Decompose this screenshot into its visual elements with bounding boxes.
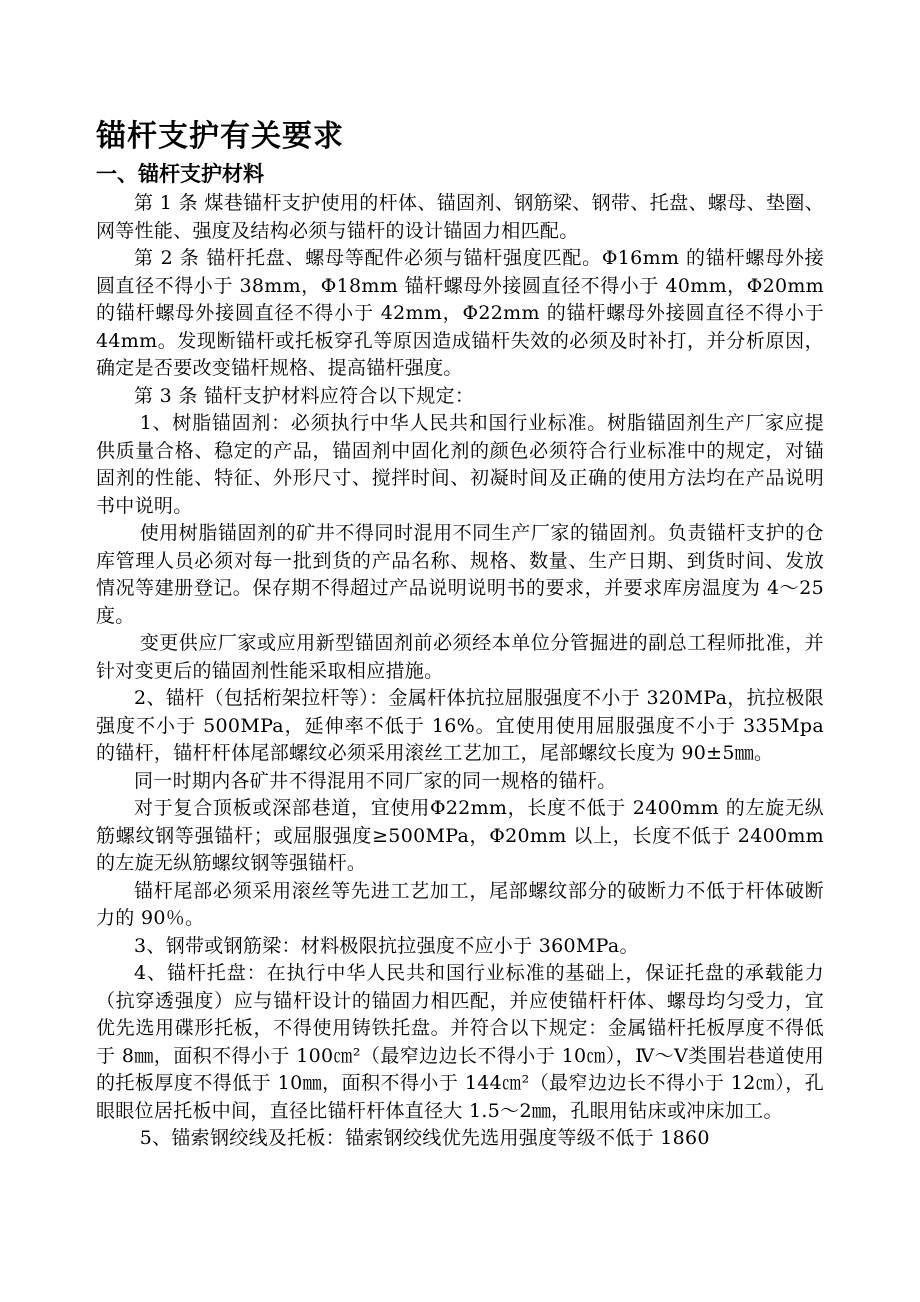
composite-roof-paragraph: 对于复合顶板或深部巷道，宜使用Φ22mm，长度不低于 2400mm 的左旋无纵筋螺纹钢等强锚杆；或屈服强度≥500MPa，Φ20mm 以上，长度不低于 2400mm 的左旋无纵筋螺纹钢等强锚杆。 <box>96 797 824 874</box>
bolt-requirements-paragraph: 2、锚杆（包括桁架拉杆等）：金属杆体抗拉屈服强度不小于 320MPa，抗拉极限强度不小于 500MPa，延伸率不低于 16%。宜使用使用屈服强度不小于 335Mpa 的锚杆，锚杆杆体尾部螺纹必须采用滚丝工艺加工，尾部螺纹长度为 90±5㎜。 <box>96 687 824 764</box>
article-3-paragraph: 第 3 条 锚杆支护材料应符合以下规定： <box>134 384 475 407</box>
bolt-tray-paragraph: 4、锚杆托盘：在执行中华人民共和国行业标准的基础上，保证托盘的承载能力（抗穿透强度）应与锚杆设计的锚固力相匹配，并应使锚杆杆体、螺母均匀受力，宜优先选用碟形托板，不得使用铸铁托盘。并符合以下规定：金属锚杆托板厚度不得低于 8㎜，面积不得小于 100㎝²（最窄边边长不得小于 10㎝），Ⅳ～Ⅴ类围岩巷道使用的托板厚度不得低于 10㎜，面积不得小于 144㎝²（最窄边边长不得小于 12㎝），孔眼眼位居托板中间，直径比锚杆杆体直径大 1.5～2㎜，孔眼用钻床或冲床加工。 <box>96 962 824 1122</box>
resin-storage-paragraph: 使用树脂锚固剂的矿井不得同时混用不同生产厂家的锚固剂。负责锚杆支护的仓库管理人员必须对每一批到货的产品名称、规格、数量、生产日期、到货时间、发放情况等建册登记。保存期不得超过产品说明说明书的要求，并要求库房温度为 4～25 度。 <box>96 522 824 627</box>
cable-strand-paragraph: 5、锚索钢绞线及托板：锚索钢绞线优先选用强度等级不低于 1860 <box>139 1127 710 1149</box>
document-title: 锚杆支护有关要求 <box>96 119 344 154</box>
steel-strip-paragraph: 3、钢带或钢筋梁：材料极限抗拉强度不应小于 360MPa。 <box>134 934 639 957</box>
supplier-change-paragraph: 变更供应厂家或应用新型锚固剂前必须经本单位分管掘进的副总工程师批准，并针对变更后的锚固剂性能采取相应措施。 <box>96 632 824 682</box>
resin-anchor-paragraph: 1、树脂锚固剂：必须执行中华人民共和国行业标准。树脂锚固剂生产厂家应提供质量合格、稳定的产品，锚固剂中固化剂的颜色必须符合行业标准中的规定，对锚固剂的性能、特征、外形尺寸、搅拌时间、初凝时间及正确的使用方法均在产品说明书中说明。 <box>96 412 824 517</box>
article-1-paragraph: 第 1 条 煤巷锚杆支护使用的杆体、锚固剂、钢筋梁、钢带、托盘、螺母、垫圈、网等性能、强度及结构必须与锚杆的设计锚固力相匹配。 <box>96 192 824 242</box>
article-2-paragraph: 第 2 条 锚杆托盘、螺母等配件必须与锚杆强度匹配。Φ16mm 的锚杆螺母外接圆直径不得小于 38mm，Φ18mm 锚杆螺母外接圆直径不得小于 40mm，Φ20mm 的锚杆螺母外接圆直径不得小于 42mm，Φ22mm 的锚杆螺母外接圆直径不得小于 44mm。发现断锚杆或托板穿孔等原因造成锚杆失效的必须及时补打，并分析原因，确定是否要改变锚杆规格、提高锚杆强度。 <box>96 247 824 379</box>
section-heading-materials: 一、锚杆支护材料 <box>96 162 264 186</box>
thread-processing-paragraph: 锚杆尾部必须采用滚丝等先进工艺加工，尾部螺纹部分的破断力不低于杆体破断力的 90％。 <box>96 879 824 929</box>
bolt-mixing-paragraph: 同一时期内各矿井不得混用不同厂家的同一规格的锚杆。 <box>134 769 617 792</box>
